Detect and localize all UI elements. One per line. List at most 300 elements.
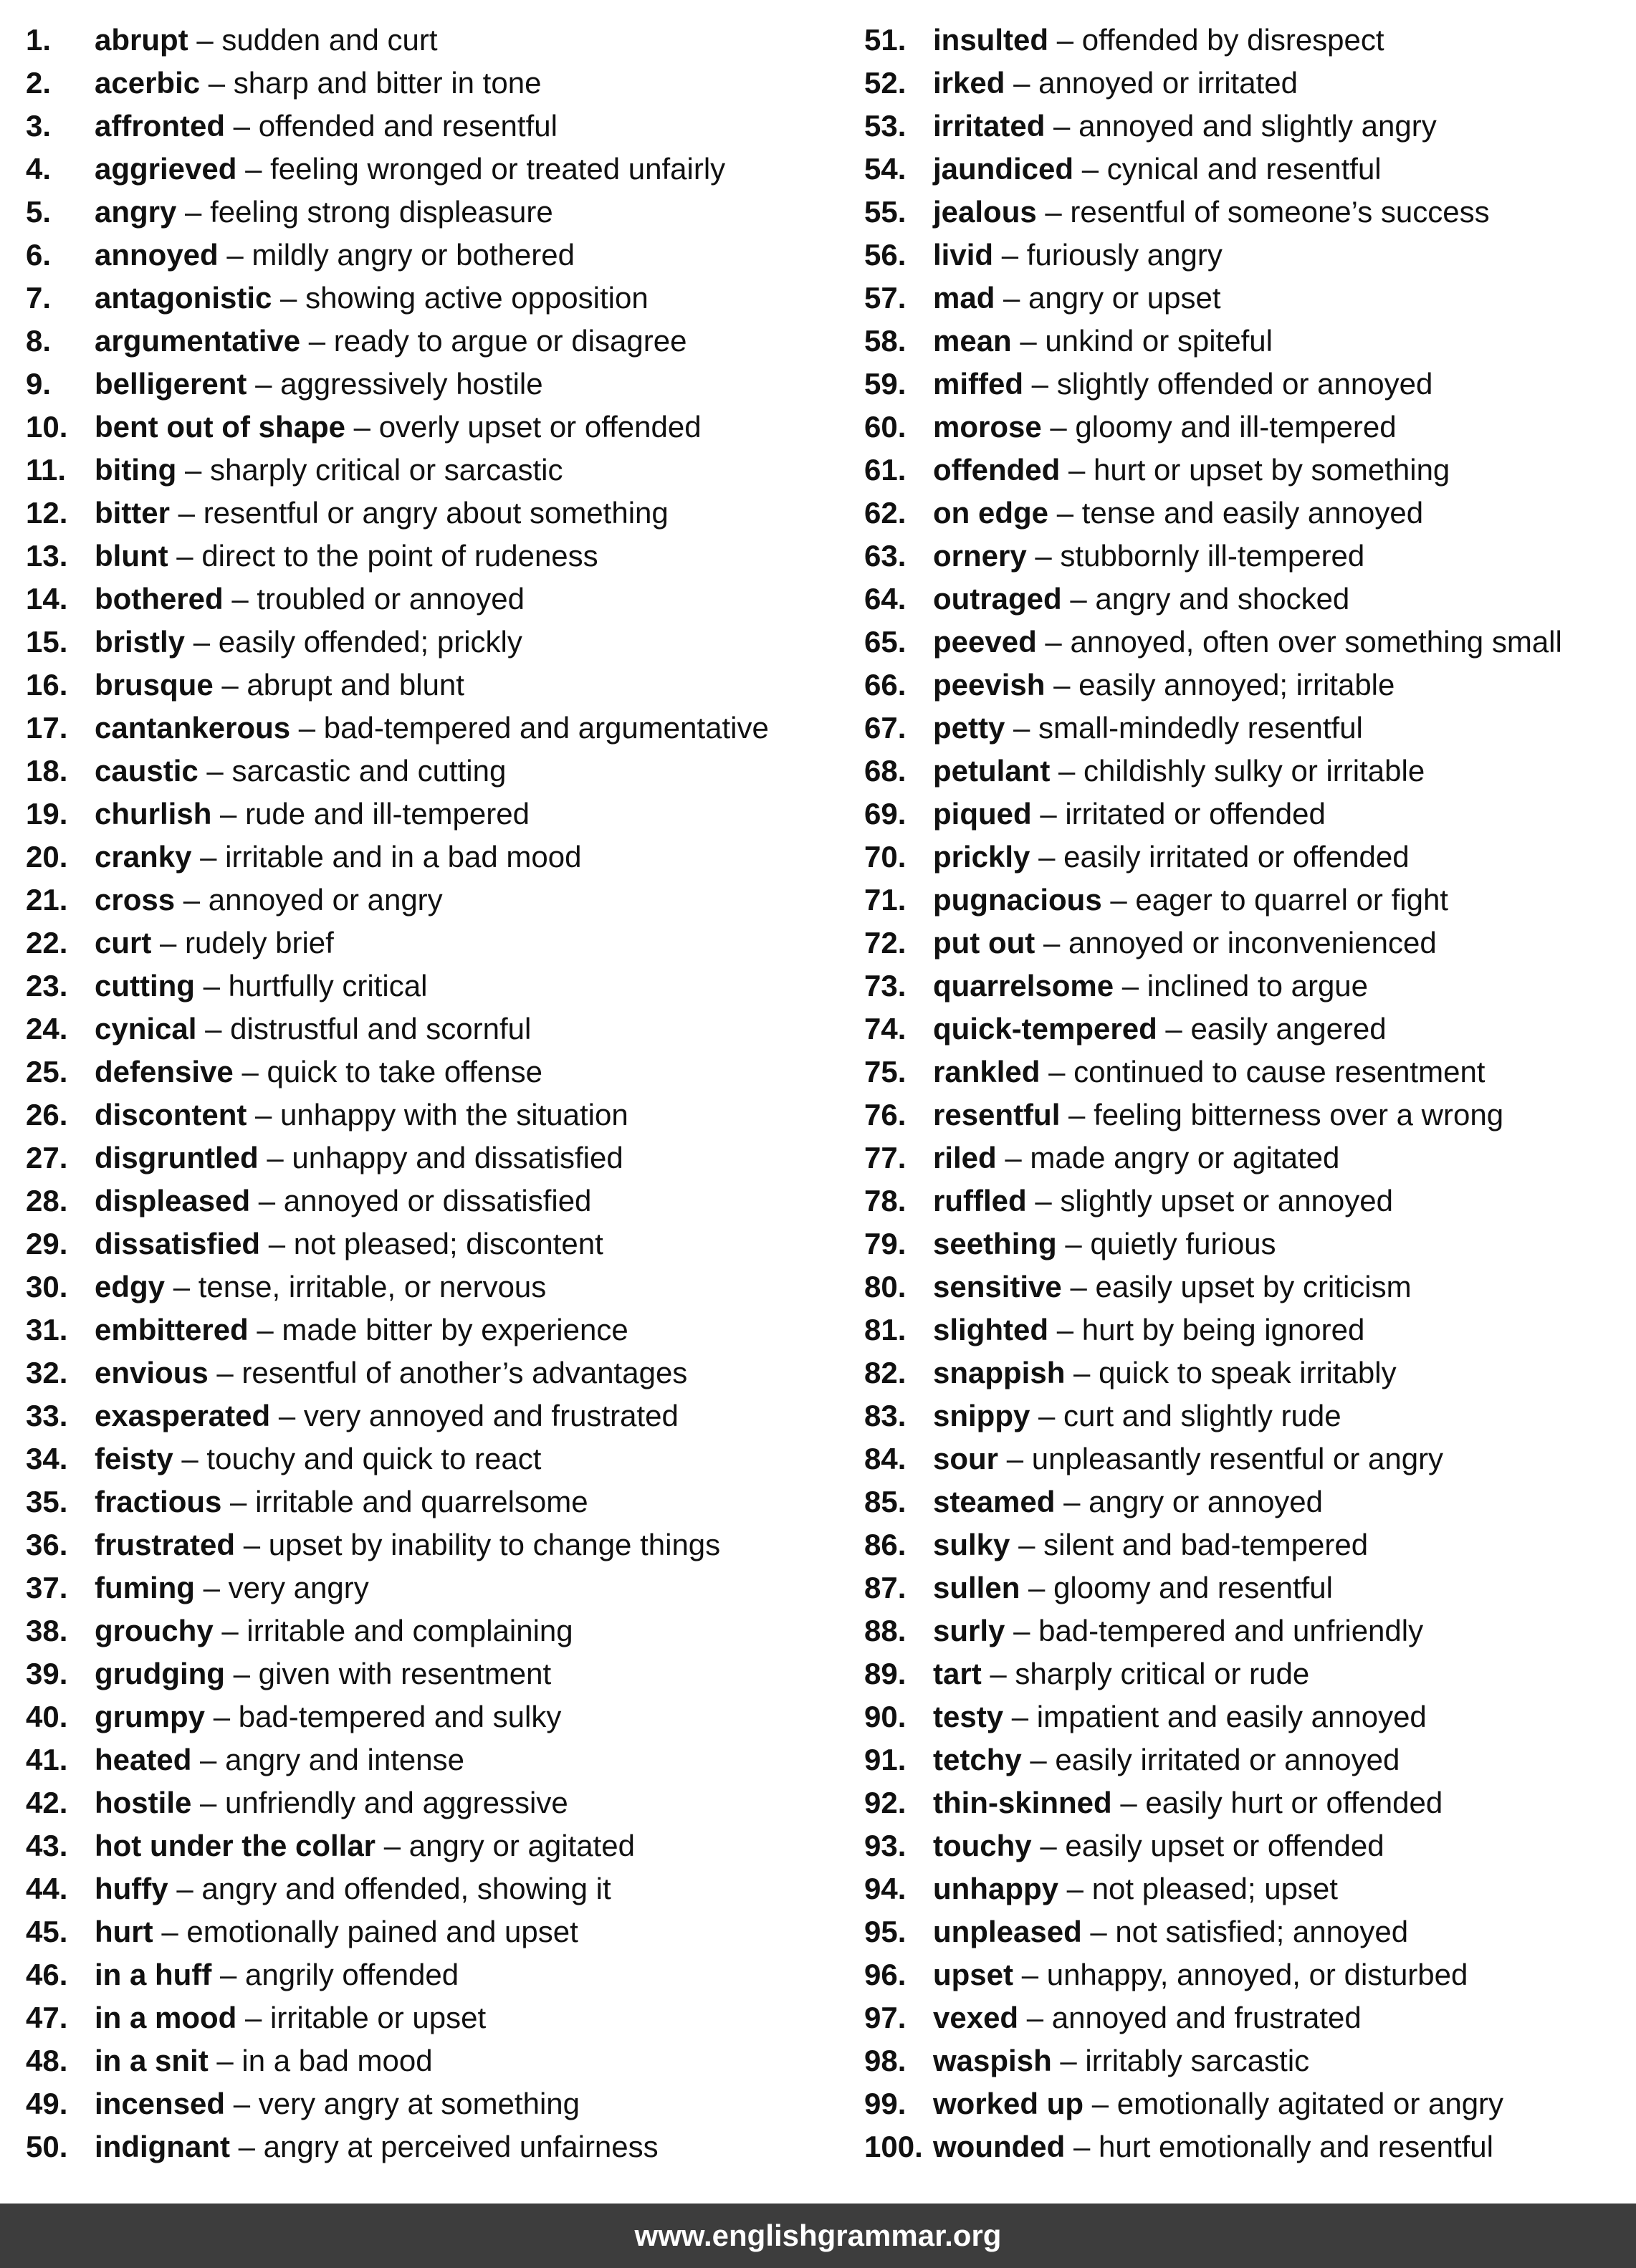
item-word: edgy [95, 1270, 166, 1303]
item-definition: – angry or upset [1003, 281, 1221, 315]
item-word: mean [933, 324, 1012, 358]
list-item [26, 621, 836, 664]
item-word: hostile [95, 1786, 192, 1819]
item-word: grudging [95, 1657, 225, 1690]
item-definition: – made bitter by experience [257, 1313, 628, 1346]
list-item [26, 1480, 836, 1523]
list-item [26, 2082, 836, 2125]
list-item [864, 148, 1631, 191]
item-word: indignant [95, 2130, 230, 2163]
list-item [864, 1094, 1631, 1137]
item-number: 69. [864, 797, 907, 831]
item-word: upset [933, 1958, 1014, 1991]
item-definition: – easily hurt or offended [1120, 1786, 1443, 1819]
list-item [864, 1180, 1631, 1222]
item-definition: – feeling bitterness over a wrong [1068, 1098, 1504, 1131]
item-number: 82. [864, 1356, 907, 1389]
item-word: quarrelsome [933, 969, 1114, 1003]
item-word: touchy [933, 1829, 1032, 1862]
item-definition: – hurt by being ignored [1056, 1313, 1365, 1346]
item-number: 81. [864, 1313, 907, 1346]
list-item [26, 1222, 836, 1265]
item-word: prickly [933, 840, 1030, 874]
item-definition: – overly upset or offended [353, 410, 702, 444]
list-item [26, 1523, 836, 1566]
list-item [26, 664, 836, 707]
item-number: 55. [864, 195, 907, 229]
item-word: testy [933, 1700, 1004, 1733]
item-word: irked [933, 66, 1005, 100]
item-word: caustic [95, 754, 198, 788]
item-definition: – in a bad mood [216, 2044, 433, 2077]
item-word: sensitive [933, 1270, 1062, 1303]
item-definition: – resentful or angry about something [178, 496, 669, 530]
list-item [26, 2039, 836, 2082]
item-number: 99. [864, 2087, 907, 2120]
item-word: waspish [933, 2044, 1052, 2077]
list-item [26, 1910, 836, 1953]
item-word: grouchy [95, 1614, 214, 1647]
item-word: petty [933, 711, 1005, 745]
item-word: hot under the collar [95, 1829, 376, 1862]
item-number: 65. [864, 625, 907, 659]
item-word: fractious [95, 1485, 222, 1518]
footer-bar [0, 2204, 1636, 2268]
item-number: 59. [864, 367, 907, 401]
list-item [864, 363, 1631, 406]
item-word: in a snit [95, 2044, 209, 2077]
item-number: 30. [26, 1270, 68, 1303]
item-definition: – irritated or offended [1040, 797, 1326, 831]
item-number: 27. [26, 1141, 68, 1174]
item-definition: – irritable and quarrelsome [230, 1485, 588, 1518]
item-number: 66. [864, 668, 907, 702]
item-word: bent out of shape [95, 410, 345, 444]
item-number: 21. [26, 883, 68, 917]
item-word: insulted [933, 23, 1049, 57]
item-number: 85. [864, 1485, 907, 1518]
item-number: 13. [26, 539, 68, 573]
item-number: 34. [26, 1442, 68, 1475]
list-item [26, 148, 836, 191]
item-number: 93. [864, 1829, 907, 1862]
item-number: 31. [26, 1313, 68, 1346]
list-item [864, 1222, 1631, 1265]
item-definition: – angry or agitated [383, 1829, 635, 1862]
list-item [864, 406, 1631, 449]
item-word: hurt [95, 1915, 153, 1948]
item-word: livid [933, 238, 994, 272]
item-definition: – mildly angry or bothered [226, 238, 575, 272]
item-definition: – continued to cause resentment [1048, 1055, 1486, 1088]
item-word: disgruntled [95, 1141, 259, 1174]
item-definition: – very angry at something [233, 2087, 580, 2120]
list-item [864, 234, 1631, 277]
list-item [864, 1051, 1631, 1094]
item-word: belligerent [95, 367, 247, 401]
item-number: 25. [26, 1055, 68, 1088]
item-number: 11. [26, 453, 67, 487]
item-number: 97. [864, 2001, 907, 2034]
item-definition: – aggressively hostile [255, 367, 543, 401]
item-definition: – unfriendly and aggressive [200, 1786, 568, 1819]
item-definition: – not pleased; discontent [268, 1227, 603, 1260]
item-definition: – curt and slightly rude [1038, 1399, 1341, 1432]
item-number: 52. [864, 66, 907, 100]
item-word: cutting [95, 969, 195, 1003]
list-item [26, 1094, 836, 1137]
list-item [26, 578, 836, 621]
item-definition: – slightly offended or annoyed [1031, 367, 1433, 401]
item-number: 16. [26, 668, 68, 702]
list-item [26, 1652, 836, 1695]
item-number: 95. [864, 1915, 907, 1948]
item-word: unhappy [933, 1872, 1058, 1905]
list-item [26, 1781, 836, 1824]
item-number: 79. [864, 1227, 907, 1260]
item-word: snippy [933, 1399, 1030, 1432]
item-word: worked up [933, 2087, 1084, 2120]
item-definition: – silent and bad-tempered [1018, 1528, 1369, 1561]
item-definition: – irritably sarcastic [1060, 2044, 1310, 2077]
item-number: 38. [26, 1614, 68, 1647]
item-number: 43. [26, 1829, 68, 1862]
list-item [864, 1953, 1631, 1996]
list-item [26, 1566, 836, 1609]
list-item [26, 1996, 836, 2039]
item-number: 48. [26, 2044, 68, 2077]
list-item [26, 1738, 836, 1781]
item-definition: – ready to argue or disagree [308, 324, 687, 358]
list-item [26, 535, 836, 578]
list-item [864, 621, 1631, 664]
item-word: thin-skinned [933, 1786, 1112, 1819]
list-item [864, 1695, 1631, 1738]
item-definition: – tense and easily annoyed [1056, 496, 1424, 530]
list-item [864, 578, 1631, 621]
item-word: vexed [933, 2001, 1019, 2034]
item-number: 56. [864, 238, 907, 272]
item-number: 89. [864, 1657, 907, 1690]
item-word: peevish [933, 668, 1046, 702]
item-word: defensive [95, 1055, 234, 1088]
list-item [864, 2125, 1631, 2168]
item-number: 77. [864, 1141, 907, 1174]
item-number: 62. [864, 496, 907, 530]
item-word: sour [933, 1442, 999, 1475]
item-definition: – hurt or upset by something [1068, 453, 1450, 487]
item-word: aggrieved [95, 152, 237, 186]
item-number: 90. [864, 1700, 907, 1733]
item-number: 98. [864, 2044, 907, 2077]
list-item [864, 105, 1631, 148]
item-definition: – resentful of another’s advantages [216, 1356, 688, 1389]
item-word: ruffled [933, 1184, 1027, 1217]
item-word: huffy [95, 1872, 168, 1905]
list-item [26, 922, 836, 965]
item-definition: – very angry [203, 1571, 369, 1604]
item-word: displeased [95, 1184, 251, 1217]
list-item [864, 449, 1631, 492]
item-definition: – stubbornly ill-tempered [1035, 539, 1365, 573]
list-item [864, 62, 1631, 105]
list-item [864, 1652, 1631, 1695]
item-definition: – gloomy and ill-tempered [1050, 410, 1397, 444]
item-word: sulky [933, 1528, 1010, 1561]
item-number: 58. [864, 324, 907, 358]
item-definition: – quietly furious [1065, 1227, 1276, 1260]
list-item [26, 2125, 836, 2168]
list-item [864, 1351, 1631, 1394]
item-word: dissatisfied [95, 1227, 261, 1260]
item-definition: – abrupt and blunt [221, 668, 464, 702]
item-definition: – upset by inability to change things [243, 1528, 721, 1561]
item-word: brusque [95, 668, 214, 702]
list-item [864, 1609, 1631, 1652]
item-word: in a huff [95, 1958, 212, 1991]
item-definition: – angry and offended, showing it [176, 1872, 611, 1905]
item-word: cranky [95, 840, 192, 874]
item-word: rankled [933, 1055, 1041, 1088]
item-number: 74. [864, 1012, 907, 1046]
item-number: 47. [26, 2001, 68, 2034]
list-item [864, 1910, 1631, 1953]
list-item [864, 1394, 1631, 1437]
item-definition: – easily upset by criticism [1070, 1270, 1412, 1303]
item-number: 64. [864, 582, 907, 616]
item-definition: – easily irritated or annoyed [1030, 1743, 1400, 1776]
item-definition: – cynical and resentful [1081, 152, 1382, 186]
item-number: 73. [864, 969, 907, 1003]
list-item [26, 320, 836, 363]
item-word: mad [933, 281, 995, 315]
list-item [864, 191, 1631, 234]
item-definition: – furiously angry [1001, 238, 1223, 272]
item-word: ornery [933, 539, 1027, 573]
item-word: feisty [95, 1442, 173, 1475]
list-item [864, 2082, 1631, 2125]
item-number: 46. [26, 1958, 68, 1991]
footer-url[interactable]: www.englishgrammar.org [634, 2219, 1002, 2252]
item-definition: – tense, irritable, or nervous [173, 1270, 547, 1303]
item-number: 84. [864, 1442, 907, 1475]
item-definition: – irritable and complaining [221, 1614, 573, 1647]
item-word: pugnacious [933, 883, 1102, 917]
item-word: affronted [95, 109, 225, 143]
list-item [26, 363, 836, 406]
item-number: 4. [26, 152, 52, 186]
item-definition: – annoyed or angry [183, 883, 443, 917]
item-number: 42. [26, 1786, 68, 1819]
item-word: discontent [95, 1098, 247, 1131]
list-item [864, 664, 1631, 707]
item-word: exasperated [95, 1399, 271, 1432]
item-number: 3. [26, 109, 52, 143]
item-number: 51. [864, 23, 907, 57]
list-item [864, 965, 1631, 1008]
list-item [864, 1265, 1631, 1308]
item-word: seething [933, 1227, 1057, 1260]
item-number: 19. [26, 797, 68, 831]
list-item [864, 750, 1631, 793]
item-number: 57. [864, 281, 907, 315]
item-word: bitter [95, 496, 170, 530]
item-word: irritated [933, 109, 1046, 143]
item-number: 2. [26, 66, 52, 100]
item-definition: – bad-tempered and unfriendly [1013, 1614, 1424, 1647]
item-number: 6. [26, 238, 52, 272]
item-definition: – easily annoyed; irritable [1053, 668, 1395, 702]
item-number: 40. [26, 1700, 68, 1733]
item-number: 100. [864, 2130, 923, 2163]
list-item [864, 1008, 1631, 1051]
item-definition: – annoyed or dissatisfied [258, 1184, 592, 1217]
item-word: grumpy [95, 1700, 206, 1733]
list-item [26, 492, 836, 535]
list-item [864, 1996, 1631, 2039]
item-word: annoyed [95, 238, 219, 272]
item-number: 17. [26, 711, 68, 745]
item-number: 83. [864, 1399, 907, 1432]
item-definition: – unkind or spiteful [1020, 324, 1273, 358]
item-word: offended [933, 453, 1061, 487]
item-number: 22. [26, 926, 68, 960]
item-definition: – unhappy with the situation [255, 1098, 628, 1131]
item-definition: – hurt emotionally and resentful [1073, 2130, 1493, 2163]
list-item [864, 535, 1631, 578]
list-item [864, 1523, 1631, 1566]
list-item [864, 1781, 1631, 1824]
item-word: angry [95, 195, 177, 229]
item-number: 37. [26, 1571, 68, 1604]
item-definition: – easily irritated or offended [1038, 840, 1410, 874]
item-word: antagonistic [95, 281, 272, 315]
list-item [26, 1137, 836, 1180]
item-word: quick-tempered [933, 1012, 1157, 1046]
item-number: 87. [864, 1571, 907, 1604]
item-number: 88. [864, 1614, 907, 1647]
item-word: bristly [95, 625, 186, 659]
item-word: in a mood [95, 2001, 237, 2034]
list-item [26, 750, 836, 793]
list-item [26, 62, 836, 105]
item-definition: – annoyed or inconvenienced [1043, 926, 1437, 960]
list-item [26, 1265, 836, 1308]
item-number: 50. [26, 2130, 68, 2163]
item-definition: – resentful of someone’s success [1045, 195, 1490, 229]
item-word: heated [95, 1743, 192, 1776]
list-item [864, 2039, 1631, 2082]
list-item [864, 277, 1631, 320]
item-number: 18. [26, 754, 68, 788]
item-number: 28. [26, 1184, 68, 1217]
item-number: 9. [26, 367, 52, 401]
list-item [26, 449, 836, 492]
item-definition: – annoyed and slightly angry [1053, 109, 1437, 143]
list-item [864, 1867, 1631, 1910]
list-item [26, 234, 836, 277]
list-item [864, 879, 1631, 922]
item-definition: – very annoyed and frustrated [278, 1399, 679, 1432]
item-definition: – irritable and in a bad mood [200, 840, 582, 874]
item-word: jealous [933, 195, 1037, 229]
item-definition: – childishly sulky or irritable [1058, 754, 1425, 788]
list-item [26, 1351, 836, 1394]
item-number: 80. [864, 1270, 907, 1303]
item-word: tart [933, 1657, 982, 1690]
item-word: jaundiced [933, 152, 1074, 186]
item-definition: – rudely brief [160, 926, 334, 960]
item-definition: – feeling wronged or treated unfairly [245, 152, 726, 186]
item-number: 60. [864, 410, 907, 444]
item-definition: – touchy and quick to react [181, 1442, 542, 1475]
item-word: bothered [95, 582, 224, 616]
item-word: unpleased [933, 1915, 1082, 1948]
item-definition: – sharp and bitter in tone [208, 66, 542, 100]
list-item [26, 1437, 836, 1480]
item-definition: – slightly upset or annoyed [1035, 1184, 1393, 1217]
item-definition: – angry and shocked [1070, 582, 1350, 616]
list-item [26, 1008, 836, 1051]
list-item [26, 1180, 836, 1222]
list-item [26, 191, 836, 234]
item-number: 54. [864, 152, 907, 186]
item-definition: – not satisfied; annoyed [1090, 1915, 1409, 1948]
item-number: 61. [864, 453, 907, 487]
item-number: 15. [26, 625, 68, 659]
list-item [26, 1308, 836, 1351]
item-definition: – made angry or agitated [1005, 1141, 1340, 1174]
item-definition: – gloomy and resentful [1028, 1571, 1333, 1604]
list-item [26, 879, 836, 922]
item-word: sullen [933, 1571, 1020, 1604]
item-word: morose [933, 410, 1042, 444]
word-list-right-column [864, 19, 1631, 2168]
item-word: peeved [933, 625, 1037, 659]
item-definition: – troubled or annoyed [231, 582, 525, 616]
list-item [26, 1867, 836, 1910]
item-definition: – sudden and curt [196, 23, 438, 57]
item-number: 39. [26, 1657, 68, 1690]
item-word: steamed [933, 1485, 1056, 1518]
item-number: 33. [26, 1399, 68, 1432]
item-definition: – annoyed and frustrated [1026, 2001, 1362, 2034]
list-item [26, 1394, 836, 1437]
item-number: 1. [26, 23, 52, 57]
item-number: 63. [864, 539, 907, 573]
item-definition: – quick to speak irritably [1073, 1356, 1397, 1389]
item-word: outraged [933, 582, 1062, 616]
item-word: on edge [933, 496, 1049, 530]
item-number: 24. [26, 1012, 68, 1046]
item-definition: – unhappy and dissatisfied [267, 1141, 623, 1174]
list-item [864, 836, 1631, 879]
item-number: 67. [864, 711, 907, 745]
item-definition: – emotionally agitated or angry [1091, 2087, 1504, 2120]
item-word: incensed [95, 2087, 226, 2120]
list-item [26, 965, 836, 1008]
item-definition: – sharply critical or rude [990, 1657, 1310, 1690]
item-word: resentful [933, 1098, 1061, 1131]
item-word: surly [933, 1614, 1005, 1647]
item-number: 75. [864, 1055, 907, 1088]
item-definition: – annoyed, often over something small [1045, 625, 1562, 659]
item-definition: – unpleasantly resentful or angry [1006, 1442, 1444, 1475]
item-definition: – emotionally pained and upset [161, 1915, 578, 1948]
list-item [864, 320, 1631, 363]
item-number: 41. [26, 1743, 68, 1776]
item-number: 86. [864, 1528, 907, 1561]
